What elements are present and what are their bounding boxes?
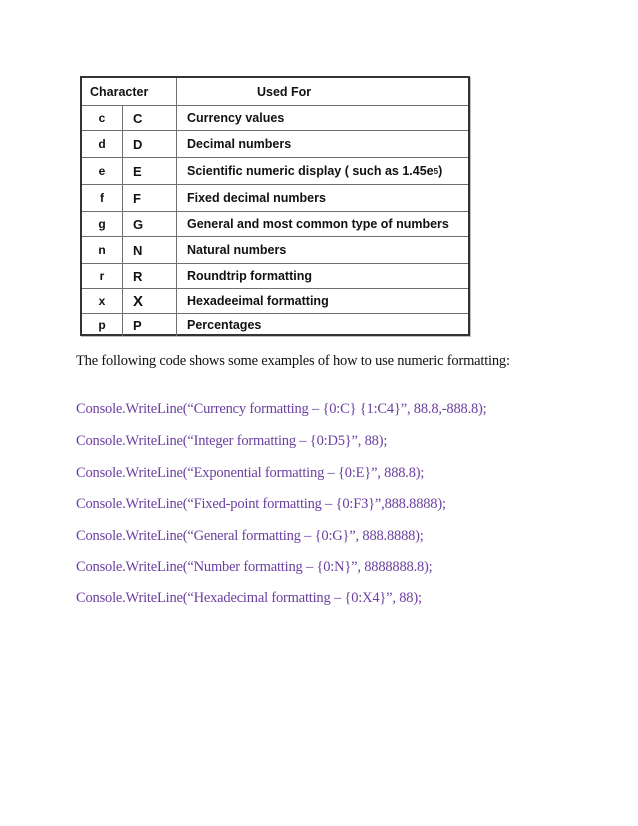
code-line: Console.WriteLine(“Exponential formatting – {0:E}”, 888.8); [76,465,425,481]
char-upper: E [123,158,177,184]
used-for: Hexadeeimal formatting [187,294,329,308]
code-line: Console.WriteLine(“Number formatting – {0:N}”, 8888888.8); [76,559,433,575]
char-upper: C [123,106,177,130]
code-line: Console.WriteLine(“Fixed-point formatting – {0:F3}”,888.8888); [76,496,446,512]
table-row [82,264,468,289]
format-specifier-table [80,76,470,336]
char-upper: F [123,185,177,211]
char-lower: d [82,131,123,157]
char-lower: r [82,264,123,288]
char-upper: G [123,212,177,236]
used-for: Fixed decimal numbers [187,191,326,205]
used-for: General and most common type of numbers [187,217,449,231]
char-lower: n [82,237,123,263]
used-for: Natural numbers [187,243,287,257]
code-line: Console.WriteLine(“General formatting – {0:G}”, 888.8888); [76,528,424,544]
table-row [82,158,468,185]
char-lower: c [82,106,123,130]
char-upper: X [123,289,177,313]
table-row [82,212,468,237]
intro-paragraph: The following code shows some examples of how to use numeric formatting: [76,353,510,369]
char-lower: e [82,158,123,184]
char-upper: D [123,131,177,157]
char-lower: x [82,289,123,313]
char-lower: f [82,185,123,211]
used-for: Roundtrip formatting [187,269,312,283]
used-for: Decimal numbers [187,137,292,151]
exponent-superscript: 5 [433,166,439,176]
char-upper: N [123,237,177,263]
char-upper: R [123,264,177,288]
code-line: Console.WriteLine(“Currency formatting – {0:C} {1:C4}”, 88.8,-888.8); [76,401,487,417]
code-line: Console.WriteLine(“Integer formatting – {0:D5}”, 88); [76,433,388,449]
char-lower: g [82,212,123,236]
char-lower: p [82,314,123,336]
table-row [82,106,468,131]
used-for [177,158,468,184]
code-line: Console.WriteLine(“Hexadecimal formatting – {0:X4}”, 88); [76,590,422,606]
table-row [82,185,468,212]
header-used-for: Used For [257,84,312,99]
table-row [82,314,468,336]
header-character: Character [82,78,177,105]
char-upper: P [123,314,177,336]
used-for: Percentages [187,318,262,332]
used-for-closing: ) [438,164,443,178]
table-row [82,237,468,264]
table-row [82,289,468,314]
used-for-text: Scientific numeric display ( such as 1.45e [187,164,434,178]
table-row [82,131,468,158]
used-for: Currency values [187,111,285,125]
table-header-row [82,78,468,106]
